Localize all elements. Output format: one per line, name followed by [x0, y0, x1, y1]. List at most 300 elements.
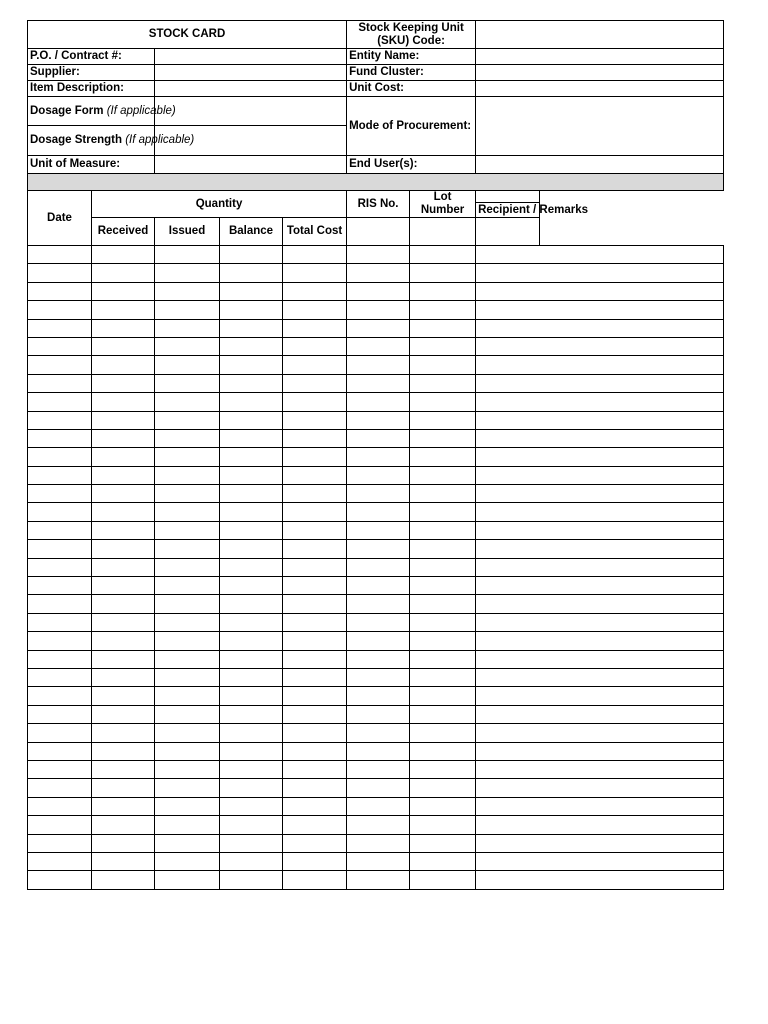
balance-cell[interactable] [220, 374, 283, 392]
ris-no-cell[interactable] [347, 393, 410, 411]
date-cell[interactable] [28, 521, 92, 539]
balance-cell[interactable] [220, 411, 283, 429]
balance-cell[interactable] [220, 301, 283, 319]
total-cost-cell[interactable] [283, 282, 347, 300]
received-cell[interactable] [92, 797, 155, 815]
issued-cell[interactable] [155, 466, 220, 484]
date-cell[interactable] [28, 724, 92, 742]
issued-cell[interactable] [155, 374, 220, 392]
lot-number-cell[interactable] [410, 466, 476, 484]
issued-cell[interactable] [155, 246, 220, 264]
ris-no-cell[interactable] [347, 558, 410, 576]
lot-number-cell[interactable] [410, 760, 476, 778]
balance-cell[interactable] [220, 779, 283, 797]
issued-cell[interactable] [155, 834, 220, 852]
date-cell[interactable] [28, 558, 92, 576]
ris-no-cell[interactable] [347, 429, 410, 447]
date-cell[interactable] [28, 282, 92, 300]
balance-cell[interactable] [220, 632, 283, 650]
received-cell[interactable] [92, 558, 155, 576]
ris-no-cell[interactable] [347, 356, 410, 374]
received-cell[interactable] [92, 301, 155, 319]
table-row [28, 724, 724, 742]
issued-cell[interactable] [155, 852, 220, 870]
total-cost-cell[interactable] [283, 779, 347, 797]
total-cost-cell[interactable] [283, 356, 347, 374]
balance-cell[interactable] [220, 393, 283, 411]
received-cell[interactable] [92, 521, 155, 539]
balance-cell[interactable] [220, 852, 283, 870]
balance-cell[interactable] [220, 577, 283, 595]
ris-no-cell[interactable] [347, 742, 410, 760]
lot-number-cell[interactable] [410, 779, 476, 797]
date-cell[interactable] [28, 429, 92, 447]
total-cost-cell[interactable] [283, 816, 347, 834]
lot-number-cell[interactable] [410, 668, 476, 686]
recipient-remarks-cell[interactable] [476, 466, 724, 484]
total-cost-cell[interactable] [283, 705, 347, 723]
total-cost-cell[interactable] [283, 337, 347, 355]
recipient-remarks-cell[interactable] [476, 779, 724, 797]
lot-number-cell[interactable] [410, 834, 476, 852]
ris-no-cell[interactable] [347, 540, 410, 558]
lot-number-cell[interactable] [410, 429, 476, 447]
date-cell[interactable] [28, 374, 92, 392]
lot-number-cell[interactable] [410, 264, 476, 282]
total-cost-cell[interactable] [283, 632, 347, 650]
total-cost-cell[interactable] [283, 485, 347, 503]
ris-no-cell[interactable] [347, 852, 410, 870]
date-cell[interactable] [28, 871, 92, 889]
total-cost-cell[interactable] [283, 852, 347, 870]
received-cell[interactable] [92, 650, 155, 668]
end-users-field[interactable] [476, 156, 724, 174]
received-cell[interactable] [92, 816, 155, 834]
recipient-remarks-cell[interactable] [476, 301, 724, 319]
total-cost-cell[interactable] [283, 503, 347, 521]
date-cell[interactable] [28, 448, 92, 466]
issued-cell[interactable] [155, 724, 220, 742]
ris-no-subheader [347, 218, 410, 246]
recipient-remarks-cell[interactable] [476, 816, 724, 834]
date-cell[interactable] [28, 816, 92, 834]
ris-no-cell[interactable] [347, 448, 410, 466]
balance-cell[interactable] [220, 356, 283, 374]
issued-cell[interactable] [155, 742, 220, 760]
recipient-remarks-cell[interactable] [476, 319, 724, 337]
received-cell[interactable] [92, 742, 155, 760]
received-cell[interactable] [92, 724, 155, 742]
issued-cell[interactable] [155, 595, 220, 613]
unit-of-measure-field[interactable] [155, 156, 347, 174]
balance-cell[interactable] [220, 246, 283, 264]
ris-no-cell[interactable] [347, 282, 410, 300]
lot-number-cell[interactable] [410, 374, 476, 392]
received-cell[interactable] [92, 760, 155, 778]
ris-no-cell[interactable] [347, 374, 410, 392]
date-cell[interactable] [28, 650, 92, 668]
date-cell[interactable] [28, 485, 92, 503]
lot-number-cell[interactable] [410, 816, 476, 834]
lot-number-cell[interactable] [410, 282, 476, 300]
recipient-remarks-cell[interactable] [476, 429, 724, 447]
total-cost-cell[interactable] [283, 613, 347, 631]
recipient-remarks-cell[interactable] [476, 337, 724, 355]
ris-no-cell[interactable] [347, 264, 410, 282]
received-cell[interactable] [92, 448, 155, 466]
lot-number-cell[interactable] [410, 871, 476, 889]
ris-no-cell[interactable] [347, 301, 410, 319]
recipient-remarks-cell[interactable] [476, 760, 724, 778]
received-cell[interactable] [92, 356, 155, 374]
recipient-remarks-cell[interactable] [476, 724, 724, 742]
recipient-remarks-cell[interactable] [476, 705, 724, 723]
recipient-remarks-cell[interactable] [476, 632, 724, 650]
recipient-remarks-cell[interactable] [476, 540, 724, 558]
issued-cell[interactable] [155, 668, 220, 686]
recipient-remarks-cell[interactable] [476, 264, 724, 282]
date-cell[interactable] [28, 246, 92, 264]
ris-no-cell[interactable] [347, 779, 410, 797]
balance-cell[interactable] [220, 871, 283, 889]
date-cell[interactable] [28, 632, 92, 650]
ris-no-cell[interactable] [347, 687, 410, 705]
balance-cell[interactable] [220, 595, 283, 613]
received-cell[interactable] [92, 540, 155, 558]
ris-no-cell[interactable] [347, 650, 410, 668]
issued-cell[interactable] [155, 558, 220, 576]
lot-number-cell[interactable] [410, 540, 476, 558]
issued-cell[interactable] [155, 632, 220, 650]
total-cost-cell[interactable] [283, 264, 347, 282]
total-cost-cell[interactable] [283, 760, 347, 778]
ris-no-cell[interactable] [347, 577, 410, 595]
total-cost-cell[interactable] [283, 448, 347, 466]
issued-cell[interactable] [155, 411, 220, 429]
balance-cell[interactable] [220, 540, 283, 558]
separator-band [28, 174, 724, 191]
received-cell[interactable] [92, 337, 155, 355]
balance-cell[interactable] [220, 282, 283, 300]
lot-number-cell[interactable] [410, 595, 476, 613]
ris-no-cell[interactable] [347, 613, 410, 631]
date-cell[interactable] [28, 687, 92, 705]
date-cell[interactable] [28, 411, 92, 429]
table-row [28, 650, 724, 668]
total-cost-cell[interactable] [283, 558, 347, 576]
date-cell[interactable] [28, 540, 92, 558]
received-cell[interactable] [92, 246, 155, 264]
date-cell[interactable] [28, 337, 92, 355]
lot-number-cell[interactable] [410, 852, 476, 870]
balance-cell[interactable] [220, 742, 283, 760]
date-column-header: Date [28, 191, 92, 246]
received-cell[interactable] [92, 668, 155, 686]
total-cost-cell[interactable] [283, 301, 347, 319]
lot-number-cell[interactable] [410, 742, 476, 760]
date-cell[interactable] [28, 356, 92, 374]
balance-cell[interactable] [220, 613, 283, 631]
balance-cell[interactable] [220, 521, 283, 539]
total-cost-cell[interactable] [283, 521, 347, 539]
entity-field[interactable] [476, 49, 724, 65]
received-cell[interactable] [92, 632, 155, 650]
issued-cell[interactable] [155, 319, 220, 337]
issued-cell[interactable] [155, 613, 220, 631]
balance-cell[interactable] [220, 705, 283, 723]
balance-cell[interactable] [220, 503, 283, 521]
lot-number-cell[interactable] [410, 558, 476, 576]
date-cell[interactable] [28, 466, 92, 484]
date-cell[interactable] [28, 852, 92, 870]
total-cost-cell[interactable] [283, 429, 347, 447]
lot-number-cell[interactable] [410, 393, 476, 411]
item-description-label: Item Description: [28, 81, 155, 97]
recipient-remarks-cell[interactable] [476, 577, 724, 595]
total-cost-cell[interactable] [283, 595, 347, 613]
total-cost-cell[interactable] [283, 687, 347, 705]
ris-no-cell[interactable] [347, 632, 410, 650]
total-cost-cell[interactable] [283, 540, 347, 558]
item-description-field[interactable] [155, 81, 347, 97]
ris-no-cell[interactable] [347, 337, 410, 355]
ris-no-cell[interactable] [347, 724, 410, 742]
balance-cell[interactable] [220, 816, 283, 834]
balance-cell[interactable] [220, 448, 283, 466]
recipient-remarks-cell[interactable] [476, 356, 724, 374]
balance-cell[interactable] [220, 466, 283, 484]
issued-cell[interactable] [155, 393, 220, 411]
date-cell[interactable] [28, 503, 92, 521]
date-cell[interactable] [28, 760, 92, 778]
lot-number-cell[interactable] [410, 356, 476, 374]
date-cell[interactable] [28, 577, 92, 595]
ris-no-cell[interactable] [347, 816, 410, 834]
lot-number-cell[interactable] [410, 797, 476, 815]
lot-number-cell[interactable] [410, 411, 476, 429]
recipient-remarks-cell[interactable] [476, 485, 724, 503]
lot-number-cell[interactable] [410, 613, 476, 631]
date-cell[interactable] [28, 301, 92, 319]
lot-number-cell[interactable] [410, 448, 476, 466]
fund-cluster-field[interactable] [476, 65, 724, 81]
lot-number-cell[interactable] [410, 246, 476, 264]
issued-cell[interactable] [155, 503, 220, 521]
balance-cell[interactable] [220, 760, 283, 778]
lot-number-cell[interactable] [410, 301, 476, 319]
balance-cell[interactable] [220, 668, 283, 686]
total-cost-cell[interactable] [283, 650, 347, 668]
received-cell[interactable] [92, 705, 155, 723]
lot-number-cell[interactable] [410, 503, 476, 521]
ris-no-cell[interactable] [347, 871, 410, 889]
balance-cell[interactable] [220, 650, 283, 668]
recipient-remarks-cell[interactable] [476, 558, 724, 576]
date-cell[interactable] [28, 319, 92, 337]
date-cell[interactable] [28, 797, 92, 815]
received-cell[interactable] [92, 503, 155, 521]
recipient-remarks-cell[interactable] [476, 668, 724, 686]
balance-cell[interactable] [220, 429, 283, 447]
total-cost-cell[interactable] [283, 724, 347, 742]
issued-cell[interactable] [155, 760, 220, 778]
issued-cell[interactable] [155, 337, 220, 355]
mode-of-procurement-field[interactable] [476, 97, 724, 156]
total-cost-cell[interactable] [283, 246, 347, 264]
total-cost-cell[interactable] [283, 577, 347, 595]
ris-no-cell[interactable] [347, 503, 410, 521]
recipient-remarks-cell[interactable] [476, 393, 724, 411]
ris-no-cell[interactable] [347, 595, 410, 613]
received-cell[interactable] [92, 264, 155, 282]
issued-cell[interactable] [155, 429, 220, 447]
received-cell[interactable] [92, 834, 155, 852]
ris-no-cell[interactable] [347, 705, 410, 723]
lot-number-cell[interactable] [410, 319, 476, 337]
issued-cell[interactable] [155, 705, 220, 723]
recipient-remarks-cell[interactable] [476, 503, 724, 521]
received-cell[interactable] [92, 871, 155, 889]
date-cell[interactable] [28, 742, 92, 760]
ris-no-cell[interactable] [347, 797, 410, 815]
issued-cell[interactable] [155, 282, 220, 300]
issued-cell[interactable] [155, 521, 220, 539]
sku-field[interactable] [476, 21, 724, 49]
mode-of-procurement-label: Mode of Procurement: [347, 97, 476, 156]
ris-no-cell[interactable] [347, 668, 410, 686]
received-cell[interactable] [92, 595, 155, 613]
recipient-remarks-cell[interactable] [476, 687, 724, 705]
recipient-remarks-cell[interactable] [476, 650, 724, 668]
received-cell[interactable] [92, 613, 155, 631]
po-field[interactable] [155, 49, 347, 65]
recipient-remarks-cell[interactable] [476, 797, 724, 815]
issued-cell[interactable] [155, 301, 220, 319]
issued-cell[interactable] [155, 779, 220, 797]
ris-no-cell[interactable] [347, 485, 410, 503]
recipient-remarks-cell[interactable] [476, 834, 724, 852]
balance-cell[interactable] [220, 264, 283, 282]
date-cell[interactable] [28, 264, 92, 282]
balance-cell[interactable] [220, 337, 283, 355]
received-cell[interactable] [92, 429, 155, 447]
recipient-remarks-cell[interactable] [476, 742, 724, 760]
received-cell[interactable] [92, 393, 155, 411]
lot-number-cell[interactable] [410, 687, 476, 705]
ris-no-cell[interactable] [347, 466, 410, 484]
date-cell[interactable] [28, 393, 92, 411]
balance-cell[interactable] [220, 797, 283, 815]
issued-cell[interactable] [155, 650, 220, 668]
recipient-remarks-cell[interactable] [476, 411, 724, 429]
total-cost-cell[interactable] [283, 411, 347, 429]
total-cost-cell[interactable] [283, 668, 347, 686]
table-row [28, 779, 724, 797]
date-cell[interactable] [28, 613, 92, 631]
recipient-remarks-cell[interactable] [476, 871, 724, 889]
lot-number-cell[interactable] [410, 577, 476, 595]
received-cell[interactable] [92, 687, 155, 705]
total-cost-cell[interactable] [283, 466, 347, 484]
date-cell[interactable] [28, 668, 92, 686]
ris-no-cell[interactable] [347, 246, 410, 264]
recipient-remarks-cell[interactable] [476, 448, 724, 466]
lot-number-cell[interactable] [410, 337, 476, 355]
total-cost-cell[interactable] [283, 319, 347, 337]
received-cell[interactable] [92, 466, 155, 484]
issued-cell[interactable] [155, 797, 220, 815]
received-cell[interactable] [92, 374, 155, 392]
balance-cell[interactable] [220, 558, 283, 576]
lot-number-cell[interactable] [410, 632, 476, 650]
issued-cell[interactable] [155, 871, 220, 889]
recipient-remarks-cell[interactable] [476, 282, 724, 300]
lot-number-cell[interactable] [410, 724, 476, 742]
ris-no-cell[interactable] [347, 319, 410, 337]
issued-cell[interactable] [155, 687, 220, 705]
lot-number-cell[interactable] [410, 485, 476, 503]
issued-cell[interactable] [155, 577, 220, 595]
ris-no-cell[interactable] [347, 411, 410, 429]
received-cell[interactable] [92, 282, 155, 300]
received-cell[interactable] [92, 779, 155, 797]
supplier-field[interactable] [155, 65, 347, 81]
balance-cell[interactable] [220, 724, 283, 742]
issued-cell[interactable] [155, 540, 220, 558]
recipient-remarks-cell[interactable] [476, 521, 724, 539]
issued-cell[interactable] [155, 485, 220, 503]
lot-number-cell[interactable] [410, 650, 476, 668]
balance-cell[interactable] [220, 319, 283, 337]
total-cost-cell[interactable] [283, 834, 347, 852]
ris-no-cell[interactable] [347, 760, 410, 778]
received-cell[interactable] [92, 852, 155, 870]
total-cost-cell[interactable] [283, 393, 347, 411]
ris-no-cell[interactable] [347, 521, 410, 539]
table-row [28, 540, 724, 558]
balance-cell[interactable] [220, 687, 283, 705]
date-cell[interactable] [28, 705, 92, 723]
issued-cell[interactable] [155, 264, 220, 282]
total-cost-cell[interactable] [283, 742, 347, 760]
ris-no-cell[interactable] [347, 834, 410, 852]
recipient-remarks-cell[interactable] [476, 246, 724, 264]
issued-cell[interactable] [155, 816, 220, 834]
recipient-remarks-cell[interactable] [476, 595, 724, 613]
received-cell[interactable] [92, 411, 155, 429]
received-cell[interactable] [92, 319, 155, 337]
issued-cell[interactable] [155, 356, 220, 374]
unit-cost-field[interactable] [476, 81, 724, 97]
recipient-remarks-cell[interactable] [476, 374, 724, 392]
balance-cell[interactable] [220, 485, 283, 503]
lot-number-cell[interactable] [410, 705, 476, 723]
dosage-form-field[interactable] [155, 97, 347, 126]
total-cost-cell[interactable] [283, 797, 347, 815]
issued-cell[interactable] [155, 448, 220, 466]
recipient-remarks-cell[interactable] [476, 852, 724, 870]
date-cell[interactable] [28, 595, 92, 613]
total-cost-cell[interactable] [283, 374, 347, 392]
received-cell[interactable] [92, 577, 155, 595]
date-cell[interactable] [28, 834, 92, 852]
received-cell[interactable] [92, 485, 155, 503]
balance-cell[interactable] [220, 834, 283, 852]
total-cost-cell[interactable] [283, 871, 347, 889]
date-cell[interactable] [28, 779, 92, 797]
lot-number-cell[interactable] [410, 521, 476, 539]
recipient-remarks-cell[interactable] [476, 613, 724, 631]
